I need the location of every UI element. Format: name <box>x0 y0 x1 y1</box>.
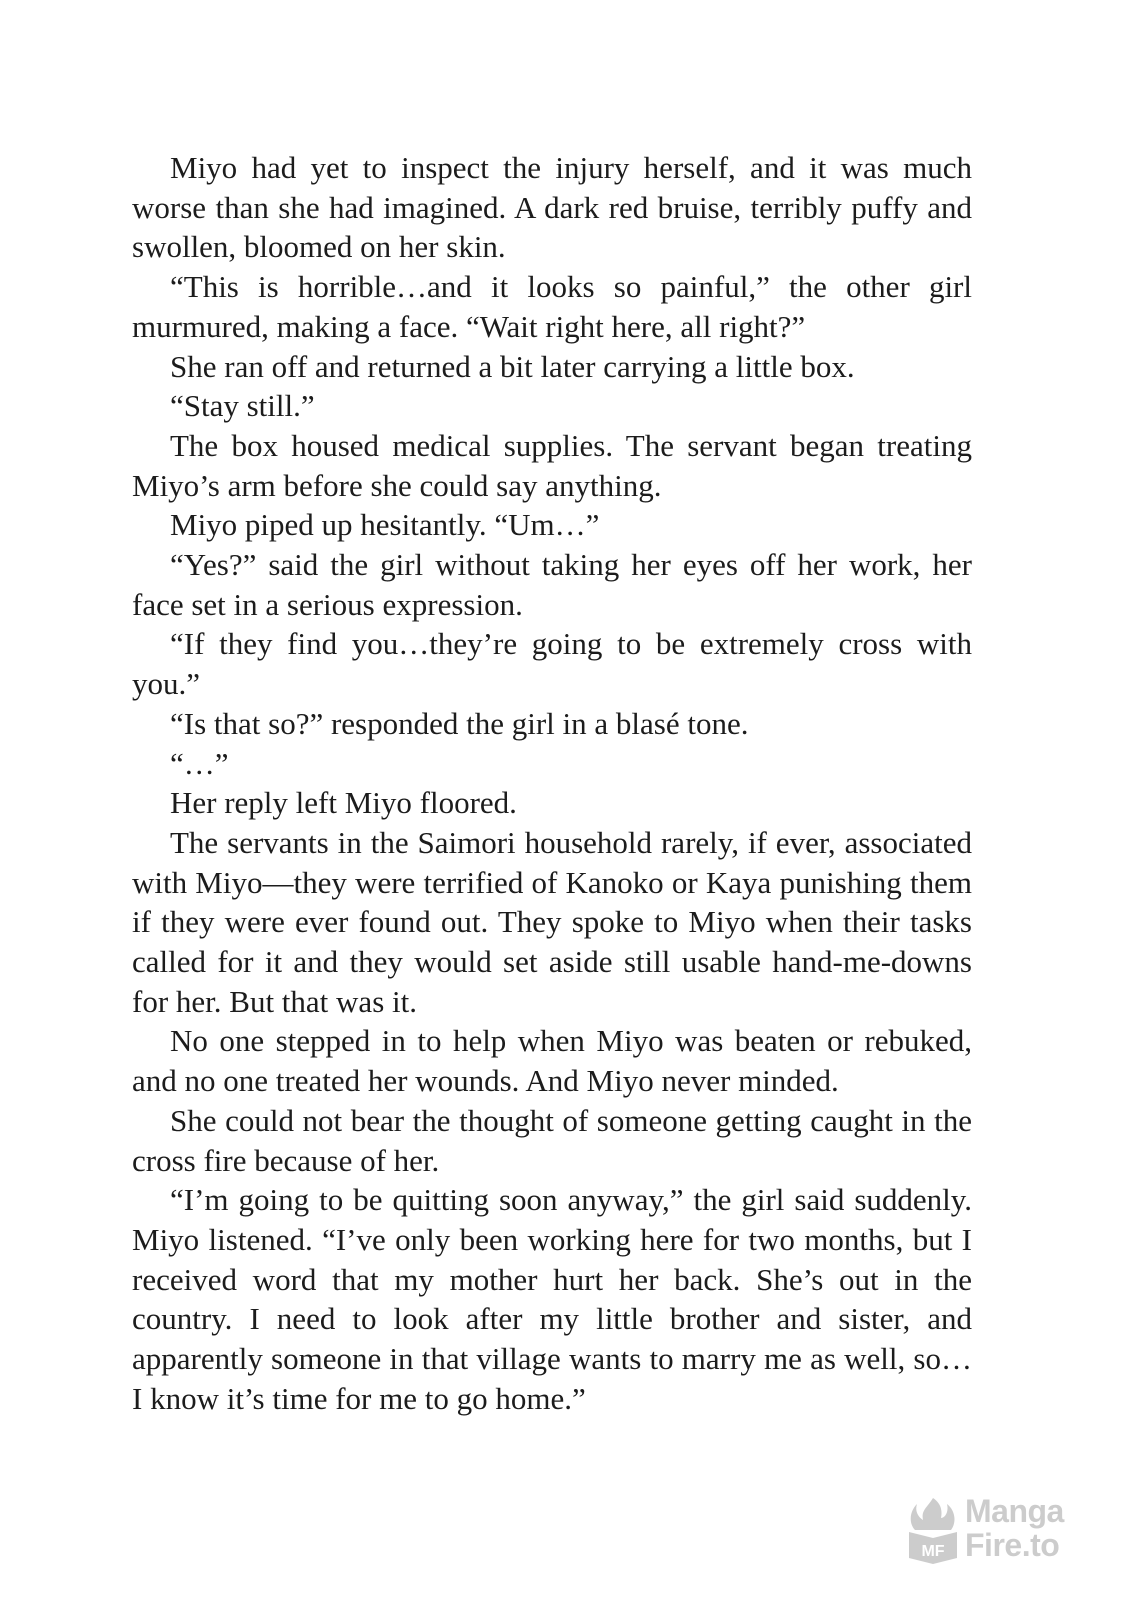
paragraph: “I’m going to be quitting soon anyway,” the girl said suddenly. Miyo listened. “I’ve only been working here for two months, but I received word that my mother hurt her back. She’s out in the country. I need to look after my little brother and sister, and apparently someone in that village wants to marry me as well, so…I know it’s time for me to go home.” <box>132 1182 972 1416</box>
watermark <box>903 1490 1103 1570</box>
paragraph: She could not bear the thought of someone getting caught in the cross fire because of her. <box>132 1102 972 1178</box>
paragraph: Her reply left Miyo floored. <box>170 785 517 821</box>
paragraph: She ran off and returned a bit later carrying a little box. <box>170 348 855 384</box>
paragraph: “Yes?” said the girl without taking her eyes off her work, her face set in a serious expression. <box>132 547 972 622</box>
body-text <box>132 148 972 1419</box>
paragraph: “…” <box>170 745 229 781</box>
flame-book-logo-icon <box>903 1494 963 1564</box>
paragraph: The servants in the Saimori household rarely, if ever, associated with Miyo—they were terrified of Kanoko or Kaya punishing them if they were ever found out. They spoke to Miyo when their tasks called for it and they would set aside still usable hand-me-downs for her. But that was it. <box>132 824 972 1019</box>
paragraph: No one stepped in to help when Miyo was beaten or rebuked, and no one treated her wounds. And Miyo never minded. <box>132 1023 972 1099</box>
paragraph: “If they find you…they’re going to be extremely cross with you.” <box>132 626 972 702</box>
paragraph: The box housed medical supplies. The servant began treating Miyo’s arm before she could say anything. <box>132 427 972 503</box>
paragraph: “This is horrible…and it looks so painful,” the other girl murmured, making a face. “Wait right here, all right?” <box>132 269 972 344</box>
paragraph: “Is that so?” responded the girl in a blasé tone. <box>170 705 749 741</box>
svg-text:MF: MF <box>921 1543 945 1560</box>
paragraph: “Stay still.” <box>170 388 315 424</box>
watermark-line1: Manga <box>965 1493 1064 1529</box>
paragraph: Miyo had yet to inspect the injury herself, and it was much worse than she had imagined. A dark red bruise, terribly puffy and swollen, bloomed on her skin. <box>132 150 972 265</box>
paragraph: Miyo piped up hesitantly. “Um…” <box>170 507 600 543</box>
watermark-line2: Fire.to <box>965 1527 1060 1563</box>
